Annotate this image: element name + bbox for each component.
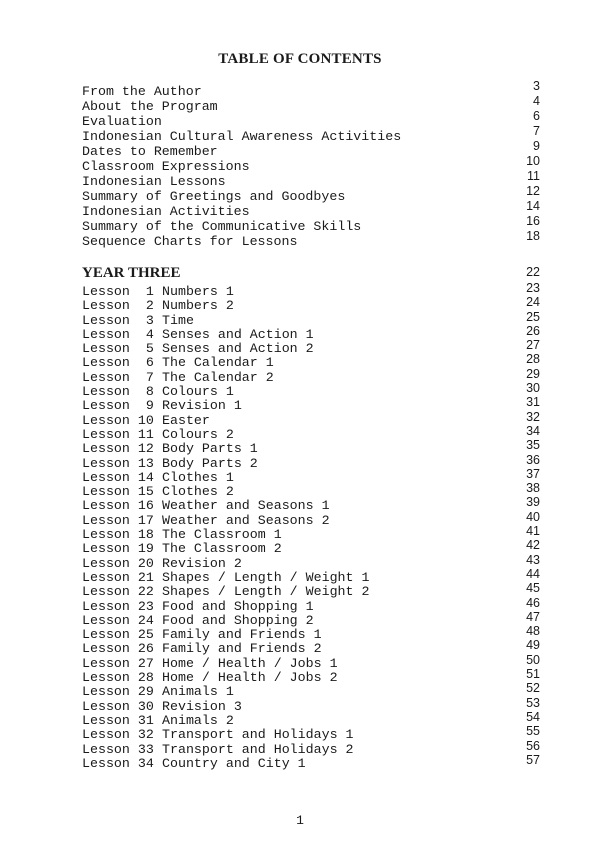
toc-entry-label: Dates to Remember <box>82 144 218 159</box>
lesson-number: Lesson 3 <box>82 312 154 328</box>
lesson-number: Lesson 23 <box>82 598 154 614</box>
lesson-number: Lesson 34 <box>82 755 154 771</box>
lesson-entry <box>82 438 540 457</box>
lesson-page: 47 <box>526 609 540 624</box>
lesson-page: 46 <box>526 595 540 610</box>
toc-entry <box>82 214 540 234</box>
lesson-entry <box>82 595 540 614</box>
lesson-entry <box>82 566 540 585</box>
lesson-title: Animals 2 <box>162 712 234 728</box>
lesson-page: 50 <box>526 652 540 667</box>
lesson-page: 45 <box>526 581 540 596</box>
toc-entry-label: About the Program <box>82 99 218 114</box>
front-matter-list <box>82 79 540 249</box>
lesson-page: 39 <box>526 495 540 510</box>
lesson-page: 49 <box>526 638 540 653</box>
lesson-entry <box>82 624 540 643</box>
lesson-entry <box>82 323 540 342</box>
toc-entry-page: 4 <box>533 94 540 108</box>
lesson-number: Lesson 22 <box>82 584 154 600</box>
lesson-number: Lesson 14 <box>82 469 154 485</box>
lesson-entry <box>82 295 540 314</box>
toc-entry-label: Sequence Charts for Lessons <box>82 234 298 249</box>
lesson-entry <box>82 738 540 757</box>
lesson-entry <box>82 538 540 557</box>
lesson-number: Lesson 1 <box>82 284 154 299</box>
lesson-number: Lesson 21 <box>82 569 154 585</box>
lesson-title: Animals 1 <box>162 684 234 700</box>
toc-entry-label: Evaluation <box>82 114 162 129</box>
lesson-title: Weather and Seasons 2 <box>162 512 330 528</box>
lesson-number: Lesson 18 <box>82 527 154 543</box>
lesson-entry <box>82 609 540 628</box>
lesson-number: Lesson 32 <box>82 727 154 743</box>
lesson-number: Lesson 26 <box>82 641 154 657</box>
lesson-title: Senses and Action 1 <box>162 326 314 342</box>
lesson-page: 41 <box>526 524 540 539</box>
lesson-entry <box>82 395 540 414</box>
lesson-entry <box>82 509 540 528</box>
toc-entry-label: Indonesian Activities <box>82 204 250 219</box>
lesson-title: The Calendar 1 <box>162 355 274 371</box>
lesson-title: Shapes / Length / Weight 1 <box>162 569 370 585</box>
lesson-entry <box>82 309 540 328</box>
lesson-page: 55 <box>526 724 540 739</box>
lesson-title: Revision 2 <box>162 555 242 571</box>
toc-entry-label: Summary of the Communicative Skills <box>82 219 362 234</box>
lesson-number: Lesson 5 <box>82 341 154 357</box>
lesson-title: Easter <box>162 412 210 428</box>
toc-entry-page: 11 <box>527 169 540 183</box>
lesson-number: Lesson 25 <box>82 627 154 643</box>
lesson-entry <box>82 409 540 428</box>
lesson-page: 36 <box>526 452 540 467</box>
lesson-title: Home / Health / Jobs 2 <box>162 670 338 686</box>
toc-entry-page: 10 <box>526 154 540 168</box>
lesson-entry <box>82 338 540 357</box>
lesson-page: 56 <box>526 738 540 753</box>
lesson-number: Lesson 9 <box>82 398 154 414</box>
toc-entry-page: 18 <box>526 229 540 243</box>
lesson-number: Lesson 10 <box>82 412 154 428</box>
toc-entry <box>82 94 540 114</box>
lesson-page: 52 <box>526 681 540 696</box>
lesson-title: Home / Health / Jobs 1 <box>162 655 338 671</box>
lesson-number: Lesson 8 <box>82 384 154 400</box>
lesson-entry <box>82 281 540 299</box>
lesson-title: Time <box>162 312 194 328</box>
toc-entry-page: 14 <box>526 199 540 213</box>
lesson-page: 35 <box>526 438 540 453</box>
lesson-entry <box>82 366 540 385</box>
toc-entry-page: 9 <box>533 139 540 153</box>
lesson-number: Lesson 13 <box>82 455 154 471</box>
lesson-title: The Classroom 2 <box>162 541 282 557</box>
lesson-number: Lesson 17 <box>82 512 154 528</box>
toc-entry <box>82 109 540 129</box>
lesson-page: 27 <box>526 338 540 353</box>
toc-entry <box>82 229 540 249</box>
lesson-number: Lesson 31 <box>82 712 154 728</box>
toc-entry-page: 3 <box>533 79 540 93</box>
lesson-title: Colours 1 <box>162 384 234 400</box>
lesson-number: Lesson 4 <box>82 326 154 342</box>
lesson-title: Food and Shopping 2 <box>162 612 314 628</box>
toc-entry-label: From the Author <box>82 84 202 99</box>
toc-entry <box>82 184 540 204</box>
lesson-entry <box>82 524 540 543</box>
lesson-number: Lesson 7 <box>82 369 154 385</box>
toc-entry-page: 6 <box>533 109 540 123</box>
lesson-page: 30 <box>526 381 540 396</box>
lesson-title: Clothes 2 <box>162 484 234 500</box>
lesson-page: 28 <box>526 352 540 367</box>
lesson-entry <box>82 752 540 771</box>
lesson-number: Lesson 20 <box>82 555 154 571</box>
lesson-title: Clothes 1 <box>162 469 234 485</box>
lesson-number: Lesson 28 <box>82 670 154 686</box>
lesson-title: Country and City 1 <box>162 755 306 771</box>
lesson-page: 26 <box>526 323 540 338</box>
section-heading: YEAR THREE <box>82 265 181 281</box>
section-page-number: 22 <box>526 265 540 279</box>
toc-entry-label: Indonesian Lessons <box>82 174 226 189</box>
lesson-page: 38 <box>526 481 540 496</box>
lesson-number: Lesson 19 <box>82 541 154 557</box>
lesson-number: Lesson 33 <box>82 741 154 757</box>
lesson-number: Lesson 2 <box>82 298 154 314</box>
lesson-list <box>82 281 540 771</box>
lesson-number: Lesson 24 <box>82 612 154 628</box>
lesson-title: Transport and Holidays 1 <box>162 727 354 743</box>
lesson-entry <box>82 695 540 714</box>
page-footer-number: 1 <box>296 813 304 828</box>
lesson-entry <box>82 381 540 400</box>
lesson-page: 37 <box>526 466 540 481</box>
lesson-entry <box>82 709 540 728</box>
toc-entry <box>82 124 540 144</box>
lesson-page: 24 <box>526 295 540 310</box>
toc-entry-page: 16 <box>526 214 540 228</box>
lesson-page: 43 <box>526 552 540 567</box>
lesson-page: 48 <box>526 624 540 639</box>
lesson-title: Body Parts 2 <box>162 455 258 471</box>
lesson-title: Numbers 2 <box>162 298 234 314</box>
lesson-page: 40 <box>526 509 540 524</box>
lesson-entry <box>82 552 540 571</box>
lesson-title: Numbers 1 <box>162 284 234 299</box>
lesson-entry <box>82 638 540 657</box>
lesson-page: 34 <box>526 423 540 438</box>
lesson-page: 51 <box>526 667 540 682</box>
lesson-title: Colours 2 <box>162 426 234 442</box>
page-title: TABLE OF CONTENTS <box>218 51 382 67</box>
lesson-title: Weather and Seasons 1 <box>162 498 330 514</box>
lesson-entry <box>82 466 540 485</box>
lesson-title: Senses and Action 2 <box>162 341 314 357</box>
lesson-number: Lesson 11 <box>82 426 154 442</box>
toc-entry <box>82 154 540 174</box>
lesson-number: Lesson 16 <box>82 498 154 514</box>
lesson-title: Family and Friends 1 <box>162 627 322 643</box>
lesson-entry <box>82 452 540 471</box>
lesson-page: 57 <box>526 752 540 767</box>
lesson-entry <box>82 481 540 500</box>
lesson-page: 25 <box>526 309 540 324</box>
lesson-entry <box>82 724 540 743</box>
lesson-page: 23 <box>526 281 540 295</box>
lesson-number: Lesson 6 <box>82 355 154 371</box>
section-heading-row <box>82 264 540 282</box>
toc-entry <box>82 169 540 189</box>
lesson-title: The Calendar 2 <box>162 369 274 385</box>
toc-entry <box>82 139 540 159</box>
lesson-entry <box>82 352 540 371</box>
lesson-page: 54 <box>526 709 540 724</box>
toc-entry <box>82 79 540 99</box>
lesson-number: Lesson 27 <box>82 655 154 671</box>
lesson-title: Body Parts 1 <box>162 441 258 457</box>
lesson-page: 31 <box>526 395 540 410</box>
lesson-number: Lesson 12 <box>82 441 154 457</box>
lesson-title: Revision 1 <box>162 398 242 414</box>
lesson-title: Shapes / Length / Weight 2 <box>162 584 370 600</box>
toc-entry-label: Indonesian Cultural Awareness Activities <box>82 129 402 144</box>
lesson-entry <box>82 681 540 700</box>
lesson-page: 44 <box>526 566 540 581</box>
lesson-page: 53 <box>526 695 540 710</box>
lesson-title: The Classroom 1 <box>162 527 282 543</box>
lesson-page: 29 <box>526 366 540 381</box>
lesson-title: Revision 3 <box>162 698 242 714</box>
lesson-entry <box>82 667 540 686</box>
toc-entry-page: 7 <box>533 124 540 138</box>
lesson-entry <box>82 423 540 442</box>
lesson-number: Lesson 15 <box>82 484 154 500</box>
lesson-entry <box>82 581 540 600</box>
lesson-entry <box>82 495 540 514</box>
lesson-number: Lesson 29 <box>82 684 154 700</box>
lesson-number: Lesson 30 <box>82 698 154 714</box>
toc-entry <box>82 199 540 219</box>
lesson-title: Transport and Holidays 2 <box>162 741 354 757</box>
lesson-entry <box>82 652 540 671</box>
toc-entry-label: Classroom Expressions <box>82 159 250 174</box>
lesson-page: 42 <box>526 538 540 553</box>
lesson-page: 32 <box>526 409 540 424</box>
toc-entry-page: 12 <box>526 184 540 198</box>
lesson-title: Food and Shopping 1 <box>162 598 314 614</box>
toc-entry-label: Summary of Greetings and Goodbyes <box>82 189 346 204</box>
lesson-title: Family and Friends 2 <box>162 641 322 657</box>
